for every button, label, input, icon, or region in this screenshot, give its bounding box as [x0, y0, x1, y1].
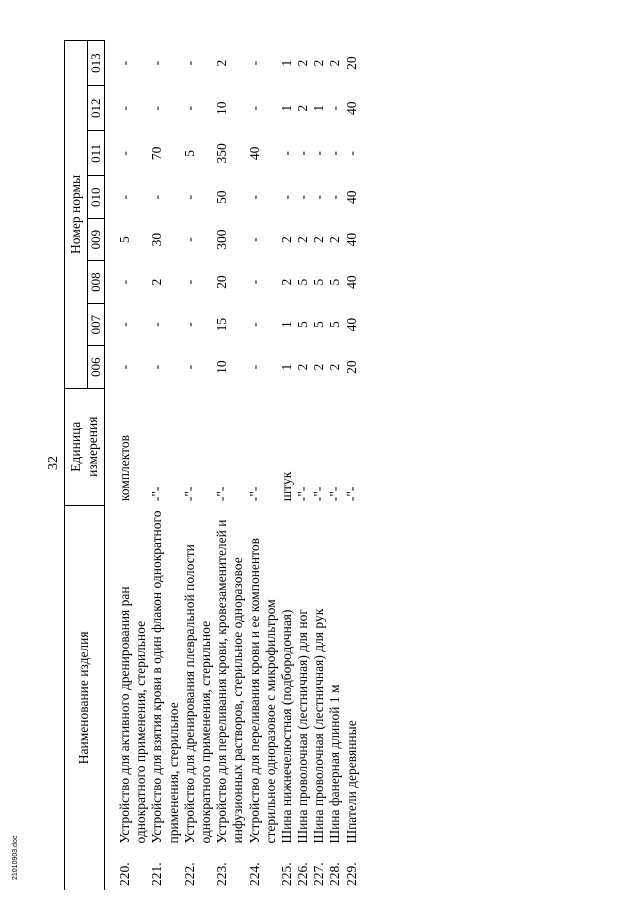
item-name: Шина нижнечелюстная (подбородочная) [278, 609, 294, 844]
norm-value: 2 [295, 104, 311, 112]
norm-value: - [246, 279, 262, 285]
header-unit-line2: измерения [84, 416, 100, 477]
norm-column-header: 007 [88, 303, 105, 345]
norm-value: - [117, 151, 132, 156]
norm-value: - [181, 322, 197, 327]
norm-value: - [181, 237, 197, 242]
norm-value: - [246, 60, 262, 66]
norm-value: - [311, 194, 327, 200]
norm-value: 50 [214, 190, 230, 204]
norm-value: 40 [343, 317, 359, 332]
norm-value: - [117, 60, 132, 66]
header-norm: Номер нормы [65, 41, 88, 389]
norm-column-header: 006 [88, 346, 105, 388]
norm-value: 5 [327, 321, 343, 328]
item-unit: -"- [295, 486, 311, 502]
norm-value: 30 [149, 232, 165, 247]
norm-column-header: 010 [88, 176, 105, 218]
table-row [344, 41, 360, 891]
norm-value: 5 [327, 278, 343, 286]
norm-value: 5 [117, 236, 132, 244]
norm-value: - [246, 364, 262, 370]
norm-value: - [117, 106, 132, 111]
norm-value: - [149, 106, 165, 111]
norm-value: 5 [311, 321, 327, 328]
item-name: Шина проволочная (лестничная) для ног [295, 609, 311, 844]
norm-value: 20 [343, 360, 359, 374]
norm-value: 2 [311, 59, 327, 67]
norm-value: 2 [327, 363, 343, 371]
norm-value: 15 [214, 317, 230, 332]
norm-value: 5 [295, 321, 311, 328]
document-table-frame [64, 40, 604, 890]
header-unit-line1: Единица [68, 421, 84, 472]
norm-value: 40 [343, 190, 359, 204]
item-unit: -"- [327, 486, 343, 502]
table-row [149, 41, 181, 891]
norm-value: - [311, 151, 327, 156]
row-number: 226. [295, 862, 311, 886]
norm-value: - [149, 364, 165, 370]
norm-value: 40 [343, 275, 359, 289]
norm-column-header: 013 [88, 41, 105, 86]
norm-value: - [327, 151, 343, 156]
norm-column-header: 012 [88, 86, 105, 131]
item-name: Шпатели деревянные [343, 720, 359, 844]
norm-value: - [181, 106, 197, 111]
item-unit: -"- [343, 486, 359, 502]
norm-value: - [149, 322, 165, 327]
page-number: 32 [46, 456, 61, 470]
norm-value: - [295, 151, 311, 156]
table-row [105, 41, 150, 891]
item-unit: -"- [311, 486, 327, 502]
norm-value: - [246, 194, 262, 200]
norm-column-header: 009 [88, 218, 105, 260]
norm-value: 70 [149, 146, 165, 161]
norm-value: 2 [327, 59, 343, 67]
footer-filename: 21010903.doc [12, 835, 19, 880]
norm-value: 2 [278, 236, 294, 244]
norm-value: - [327, 106, 343, 111]
norm-value: 5 [181, 150, 197, 157]
norm-value: 40 [246, 146, 262, 161]
norm-value: 2 [214, 59, 230, 67]
norm-value: 1 [278, 104, 294, 112]
row-number: 222. [181, 862, 197, 886]
header-unit [65, 388, 105, 505]
norm-value: 40 [343, 101, 359, 116]
row-number: 225. [278, 862, 294, 886]
norm-value: - [181, 60, 197, 66]
item-name: Устройство для взятия крови в один флакон однократного применения, стерильное [149, 510, 181, 844]
norm-value: - [181, 194, 197, 200]
item-name: Устройство для переливания крови, кровезаменителей и инфузионных растворов, стерильное одноразовое [214, 519, 246, 844]
norm-value: 2 [327, 236, 343, 244]
item-unit: комплектов [117, 435, 132, 502]
norm-value: 1 [278, 321, 294, 328]
table-row [327, 41, 343, 891]
row-number: 223. [214, 862, 230, 886]
row-number: 227. [311, 862, 327, 886]
table-row [295, 41, 311, 891]
item-name: Шина проволочная (лестничная) для рук [311, 608, 327, 844]
table-row [279, 41, 295, 891]
norm-value: - [343, 151, 359, 156]
norm-value: - [246, 322, 262, 327]
item-unit: -"- [246, 486, 262, 502]
norm-value: - [295, 194, 311, 200]
norm-value: 1 [278, 363, 294, 371]
item-name: Устройство для переливания крови и ее компонентов стерильное одноразовое с микрофильтром [246, 538, 278, 844]
norm-value: - [117, 322, 132, 327]
norms-table [64, 40, 360, 890]
norm-value: - [117, 364, 132, 370]
norm-value: - [278, 194, 294, 200]
norm-value: - [246, 237, 262, 242]
norm-value: - [181, 364, 197, 370]
norm-value: 1 [278, 59, 294, 67]
norm-value: 2 [278, 278, 294, 286]
table-row [214, 41, 246, 891]
table-row [182, 41, 214, 891]
header-name: Наименование изделия [65, 505, 105, 890]
row-number: 220. [117, 862, 132, 886]
row-number: 224. [246, 862, 262, 886]
table-row [247, 41, 279, 891]
item-unit: -"- [181, 486, 197, 502]
norm-column-header: 011 [88, 131, 105, 176]
item-name: Шина фанерная длиной 1 м [327, 684, 343, 844]
row-number: 228. [327, 862, 343, 886]
norm-value: 10 [214, 360, 230, 374]
norm-value: 5 [295, 278, 311, 286]
norm-value: - [117, 194, 132, 200]
norm-value: 2 [295, 363, 311, 371]
item-unit: -"- [149, 486, 165, 502]
norm-value: - [181, 279, 197, 285]
norm-column-header: 008 [88, 261, 105, 303]
item-name: Устройство для активного дренирования ран однократного применения, стерильное [117, 586, 149, 844]
norm-value: 350 [214, 143, 230, 164]
norm-value: 1 [311, 104, 327, 112]
norm-value: 20 [214, 275, 230, 289]
norm-value: - [278, 151, 294, 156]
norm-value: - [149, 194, 165, 200]
norm-value: - [327, 194, 343, 200]
norm-value: - [149, 60, 165, 66]
norm-value: 2 [149, 278, 165, 286]
norm-value: 2 [295, 236, 311, 244]
table-row [311, 41, 327, 891]
norm-value: 300 [214, 229, 230, 250]
norm-value: 2 [311, 363, 327, 371]
item-name: Устройство для дренирования плевральной полости однократного применения, стерильное [181, 544, 213, 844]
norm-value: 5 [311, 278, 327, 286]
norm-value: 2 [295, 59, 311, 67]
row-number: 221. [149, 862, 165, 886]
norm-value: 40 [343, 232, 359, 247]
norm-value: 2 [311, 236, 327, 244]
norm-value: 10 [214, 101, 230, 116]
item-unit: штук [278, 471, 294, 502]
norm-value: - [117, 279, 132, 285]
norm-value: - [246, 106, 262, 111]
row-number: 229. [343, 862, 359, 886]
table-body [105, 41, 360, 891]
item-unit: -"- [214, 486, 230, 502]
norm-value: 20 [343, 56, 359, 70]
